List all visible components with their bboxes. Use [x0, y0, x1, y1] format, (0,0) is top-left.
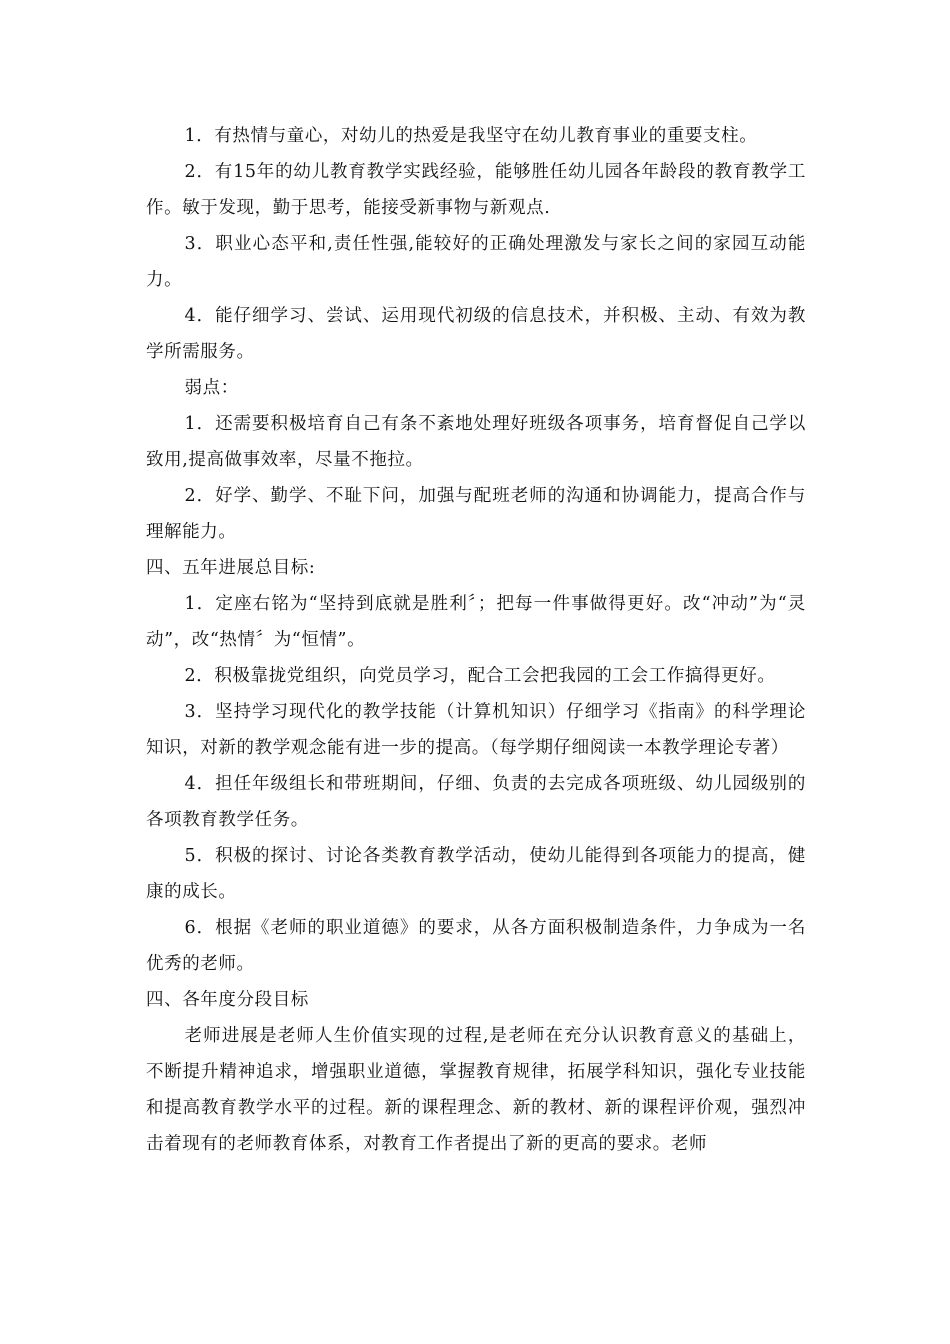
goal-item-5: 5．积极的探讨、讨论各类教育教学活动，使幼儿能得到各项能力的提高，健康的成长。 [146, 846, 806, 902]
weakness-item-2: 2．好学、勤学、不耻下问，加强与配班老师的沟通和协调能力，提高合作与理解能力。 [146, 486, 806, 542]
document-body [146, 118, 806, 1162]
five-year-goals-heading: 四、五年进展总目标: [146, 558, 316, 578]
goal-item-2: 2．积极靠拢党组织，向党员学习，配合工会把我园的工会工作搞得更好。 [184, 666, 776, 686]
weakness-item-1: 1．还需要积极培育自己有条不紊地处理好班级各项事务，培育督促自己学以致用,提高做事效率，尽量不拖拉。 [146, 414, 806, 470]
annual-goals-heading: 四、各年度分段目标 [146, 990, 309, 1010]
strength-item-4: 4．能仔细学习、尝试、运用现代初级的信息技术，并积极、主动、有效为教学所需服务。 [146, 306, 806, 362]
annual-goals-body: 老师进展是老师人生价值实现的过程,是老师在充分认识教育意义的基础上，不断提升精神追求，增强职业道德，掌握教育规律，拓展学科知识，强化专业技能和提高教育教学水平的过程。新的课程理念、新的教材、新的课程评价观，强烈冲击着现有的老师教育体系，对教育工作者提出了新的更高的要求。老师 [146, 1026, 806, 1154]
strength-item-2: 2．有15年的幼儿教育教学实践经验，能够胜任幼儿园各年龄段的教育教学工作。敏于发现，勤于思考，能接受新事物与新观点. [146, 162, 806, 218]
goal-item-3: 3．坚持学习现代化的教学技能（计算机知识）仔细学习《指南》的科学理论知识，对新的教学观念能有进一步的提高。（每学期仔细阅读一本教学理论专著） [146, 702, 806, 758]
strength-item-3: 3．职业心态平和,责任性强,能较好的正确处理激发与家长之间的家园互动能力。 [146, 234, 806, 290]
goal-item-4: 4．担任年级组长和带班期间，仔细、负责的去完成各项班级、幼儿园级别的各项教育教学任务。 [146, 774, 806, 830]
goal-item-1: 1．定座右铭为“坚持到底就是胜利〞；把每一件事做得更好。改“冲动”为“灵动”，改“热情〞为“恒情”。 [146, 594, 806, 650]
goal-item-6: 6．根据《老师的职业道德》的要求，从各方面积极制造条件，力争成为一名优秀的老师。 [146, 918, 806, 974]
strength-item-1: 1．有热情与童心，对幼儿的热爱是我坚守在幼儿教育事业的重要支柱。 [184, 126, 758, 146]
weakness-heading: 弱点： [184, 378, 239, 398]
